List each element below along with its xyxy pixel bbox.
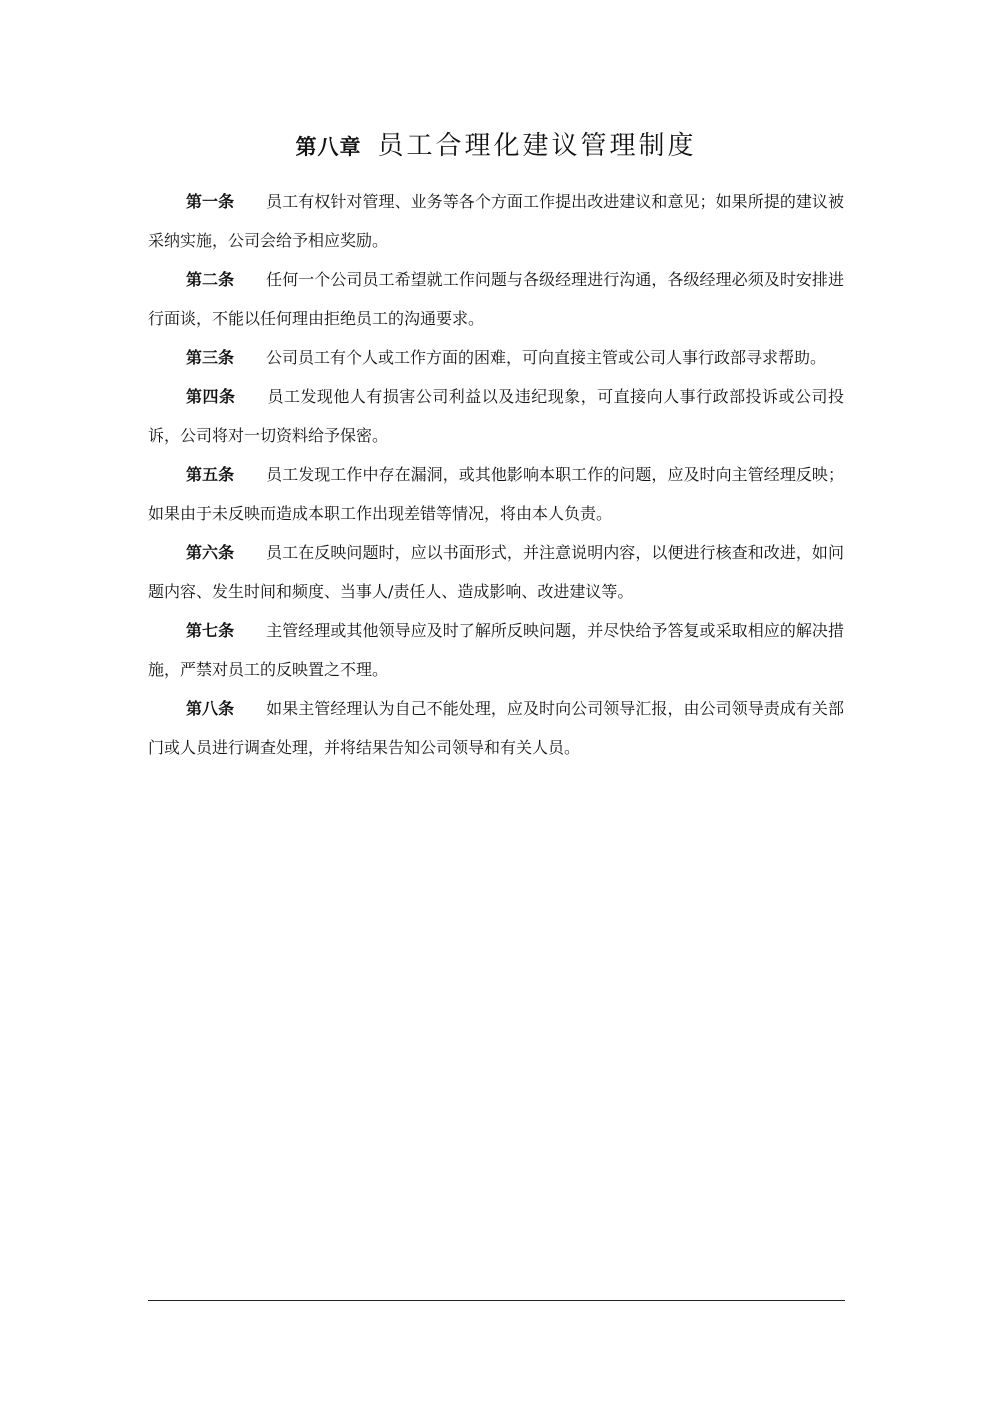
articles-list: [148, 182, 844, 767]
article-text: 员工发现他人有损害公司利益以及违纪现象，可直接向人事行政部投诉或公司投诉，公司将对一切资料给予保密。: [148, 387, 844, 445]
article-text: 任何一个公司员工希望就工作问题与各级经理进行沟通，各级经理必须及时安排进行面谈，不能以任何理由拒绝员工的沟通要求。: [148, 270, 844, 328]
article-text: 员工发现工作中存在漏洞，或其他影响本职工作的问题，应及时向主管经理反映；如果由于未反映而造成本职工作出现差错等情况，将由本人负责。: [148, 465, 844, 523]
article-label: 第三条: [186, 348, 235, 367]
article-text: 如果主管经理认为自己不能处理，应及时向公司领导汇报，由公司领导责成有关部门或人员进行调查处理，并将结果告知公司领导和有关人员。: [148, 699, 844, 757]
article-6: [148, 533, 844, 611]
article-label: 第一条: [186, 192, 235, 211]
article-text: 主管经理或其他领导应及时了解所反映问题，并尽快给予答复或采取相应的解决措施，严禁对员工的反映置之不理。: [148, 621, 844, 679]
article-label: 第八条: [186, 699, 235, 718]
article-3: [148, 338, 844, 377]
article-label: 第四条: [186, 387, 236, 406]
article-text: 员工在反映问题时，应以书面形式，并注意说明内容，以便进行核查和改进，如问题内容、发生时间和频度、当事人/责任人、造成影响、改进建议等。: [148, 543, 844, 601]
article-text: 员工有权针对管理、业务等各个方面工作提出改进建议和意见；如果所提的建议被采纳实施，公司会给予相应奖励。: [148, 192, 844, 250]
chapter-heading: [0, 126, 992, 167]
article-label: 第二条: [186, 270, 235, 289]
article-8: [148, 689, 844, 767]
chapter-label: 第八章: [295, 135, 362, 159]
article-label: 第六条: [186, 543, 235, 562]
article-4: [148, 377, 844, 455]
footer-divider: [148, 1300, 845, 1301]
article-7: [148, 611, 844, 689]
article-label: 第七条: [186, 621, 235, 640]
article-1: [148, 182, 844, 260]
article-text: 公司员工有个人或工作方面的困难，可向直接主管或公司人事行政部寻求帮助。: [266, 348, 827, 367]
article-2: [148, 260, 844, 338]
chapter-title: 员工合理化建议管理制度: [377, 131, 697, 161]
article-label: 第五条: [186, 465, 235, 484]
article-5: [148, 455, 844, 533]
